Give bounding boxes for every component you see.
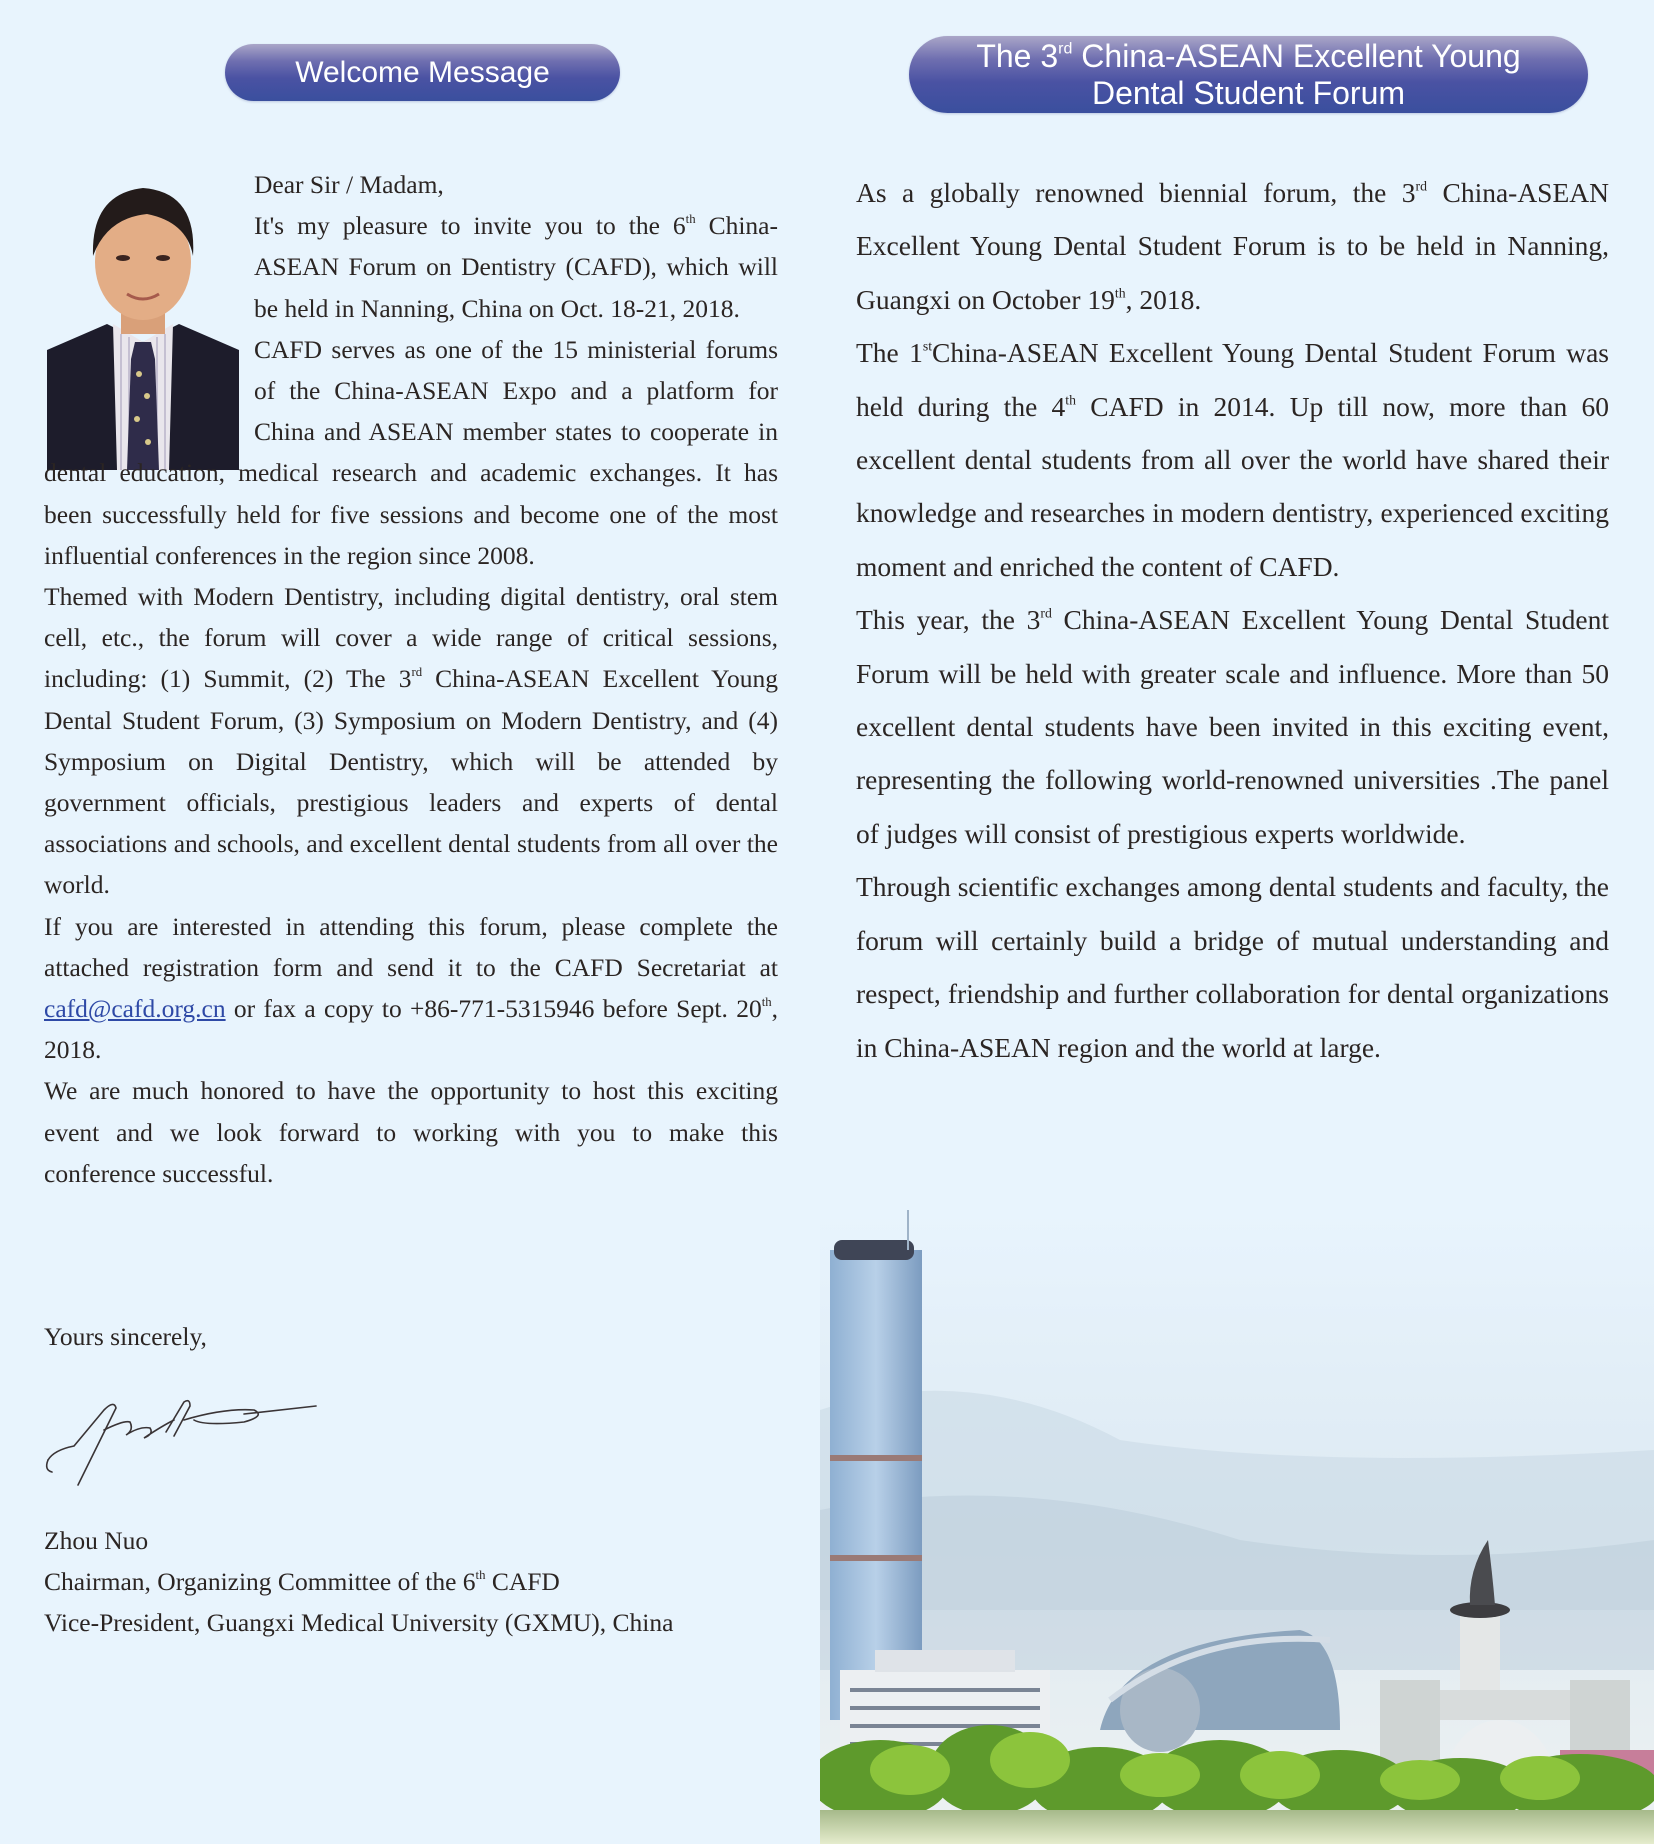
forum-paragraph-4: Through scientific exchanges among dental students and faculty, the forum will certainly build a bridge of mutual understanding and respect, friendship and further collaboration for dental organizations in China-ASEAN region and the world at large. (856, 871, 1609, 1063)
salutation: Dear Sir / Madam, (254, 170, 444, 199)
signer-block (44, 1520, 673, 1644)
handwritten-signature (44, 1390, 324, 1490)
welcome-message-title: Welcome Message (295, 56, 550, 89)
letter-paragraph-4: If you are interested in attending this forum, please complete the attached registration form and send it to the CAFD Secretariat at cafd@cafd.org.cn or fax a copy to +86-771-5315946 before Sept. 20th, 2018. (44, 911, 778, 1065)
letter-paragraph-2: CAFD serves as one of the 15 ministerial forums of the China-ASEAN Expo and a platform for China and ASEAN member states to cooperate in dental education, medical research and academic exchanges. It has been successfully held for five sessions and become one of the most influential conferences in the region since 2008. (44, 329, 778, 576)
forum-paragraph-1: As a globally renowned biennial forum, the 3rd China-ASEAN Excellent Young Dental Student Forum is to be held in Nanning, Guangxi on October 19th, 2018. (856, 177, 1609, 315)
city-skyline-icon (820, 1210, 1654, 1844)
closing-line: Yours sincerely, (44, 1322, 207, 1351)
letter-paragraph-3: Themed with Modern Dentistry, including digital dentistry, oral stem cell, etc., the forum will cover a wide range of critical sessions, including: (1) Summit, (2) The 3rd China-ASEAN Excellent Young Dental Student Forum, (3) Symposium on Modern Dentistry, and (4) Symposium on Digital Dentistry, which will be attended by government officials, prestigious leaders and experts of dental associations and schools, and excellent dental students from all over the world. (44, 582, 778, 900)
signer-title-1: Chairman, Organizing Committee of the 6th CAFD (44, 1567, 560, 1597)
forum-paragraph-2: The 1stChina-ASEAN Excellent Young Dental Student Forum was held during the 4th CAFD in 2014. Up till now, more than 60 excellent dental students from all over the world have shared their knowledge and researches in modern dentistry, experienced exciting moment and enriched the content of CAFD. (856, 337, 1609, 582)
student-forum-title-line1: The 3rd China-ASEAN Excellent Young (976, 38, 1521, 74)
signature-icon (44, 1390, 324, 1490)
student-forum-body (856, 166, 1609, 1074)
signer-name: Zhou Nuo (44, 1526, 149, 1555)
portrait-spacer (44, 329, 254, 452)
forum-paragraph-3: This year, the 3rd China-ASEAN Excellent Young Dental Student Forum will be held with greater scale and influence. More than 50 excellent dental students have been invited in this exciting event, representing the following world-renowned universities .The panel of judges will consist of prestigious experts worldwide. (856, 604, 1609, 849)
letter-paragraph-5: We are much honored to have the opportunity to host this exciting event and we look forward to working with you to make this conference successful. (44, 1076, 778, 1188)
welcome-message-header (225, 44, 620, 101)
nanning-city-photo (820, 1210, 1654, 1844)
welcome-letter-body (44, 164, 778, 1194)
letter-paragraph-1: It's my pleasure to invite you to the 6th China-ASEAN Forum on Dentistry (CAFD), which will be held in Nanning, China on Oct. 18-21, 2018. (254, 211, 778, 323)
student-forum-header (909, 36, 1588, 113)
signer-title-2: Vice-President, Guangxi Medical University (GXMU), China (44, 1608, 674, 1638)
email-link[interactable]: cafd@cafd.org.cn (44, 994, 226, 1024)
student-forum-title-line2: Dental Student Forum (1091, 75, 1406, 111)
